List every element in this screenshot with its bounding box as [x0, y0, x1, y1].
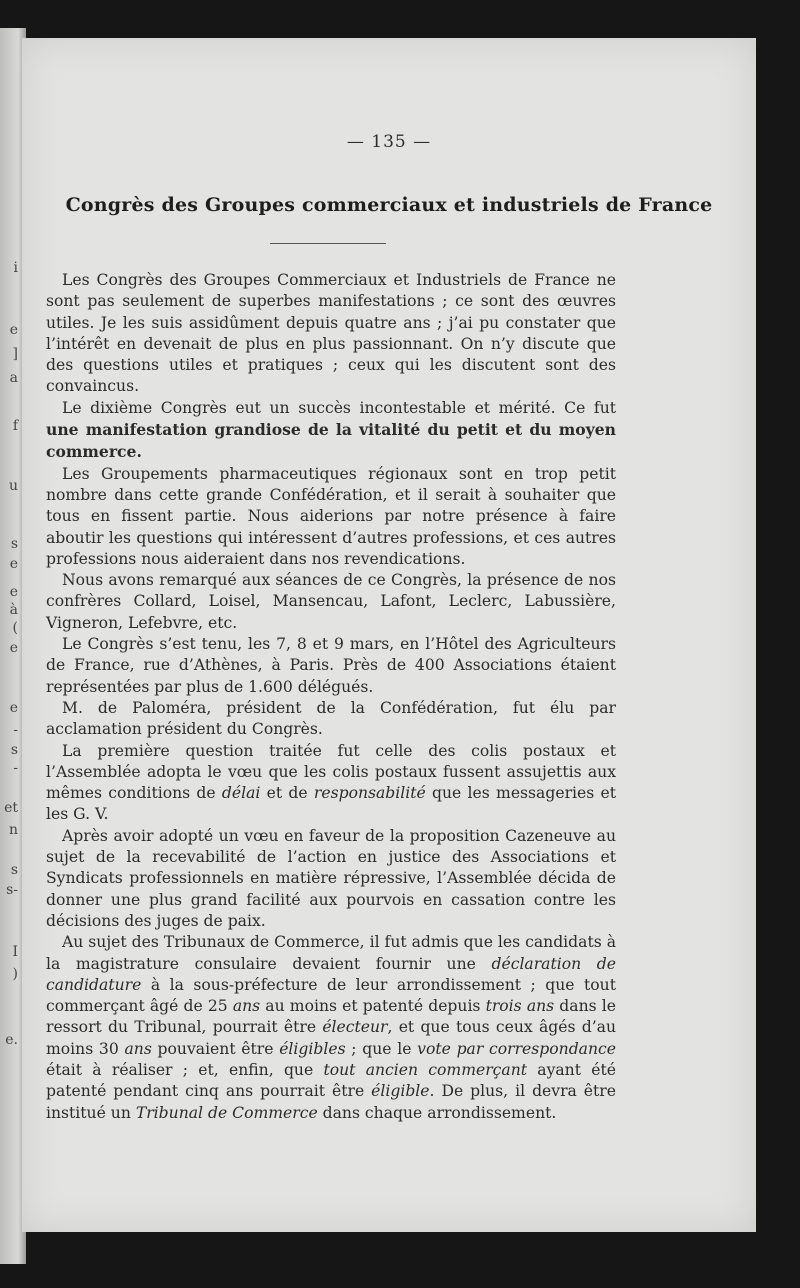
paragraph: [46, 634, 616, 698]
paragraph: [46, 570, 616, 634]
text-run: Après avoir adopté un vœu en faveur de la proposition Cazeneuve au sujet de la recevabilité de l’action en justice des Associations et Syndicats professionnels en matière répressive, l’Assemblée décida de donner une plus grand facilité aux pourvois en cassation contre les décisions des juges de paix.: [46, 826, 616, 930]
text-run: tout ancien commerçant: [323, 1060, 528, 1079]
text-run: et de: [260, 784, 314, 803]
paragraph: [46, 398, 616, 464]
adjacent-page-fragments: [0, 28, 22, 1264]
text-run: La première question traitée fut celle des colis postaux et l’Assemblée adopta le vœu que les colis postaux fussent assujettis aux mêmes conditions de: [46, 741, 616, 803]
margin-fragment: s: [10, 536, 18, 552]
margin-fragment: ): [12, 966, 18, 982]
text-run: , et que tous ceux âgés d’au moins 30: [46, 1018, 617, 1058]
margin-fragment: e: [9, 556, 18, 572]
text-run: pouvaient être: [151, 1039, 280, 1058]
margin-fragment: i: [13, 260, 18, 276]
margin-fragment: a: [9, 370, 18, 386]
paragraph: [46, 270, 616, 398]
margin-fragment: e.: [5, 1032, 18, 1048]
margin-fragment: -: [13, 760, 18, 776]
text-run: déclaration de candidature: [46, 954, 616, 994]
paragraph: [46, 932, 616, 1124]
text-run: Au sujet des Tribunaux de Commerce, il fut admis que les candidats à la magistrature consulaire devaient fournir une: [46, 933, 616, 973]
text-run: éligible: [371, 1082, 430, 1101]
page-number: — 135 —: [346, 132, 432, 152]
text-run: au moins et patenté depuis: [260, 997, 486, 1016]
margin-fragment: I: [12, 944, 18, 960]
text-run: M. de Paloméra, président de la Confédération, fut élu par acclamation président du Congrès.: [46, 698, 616, 739]
margin-fragment: à: [9, 602, 18, 618]
text-run: à la sous-préfecture de leur arrondissement ; que tout commerçant âgé de 25: [46, 975, 616, 1016]
margin-fragment: s: [10, 742, 18, 758]
document-page: [22, 38, 756, 1232]
article-title: Congrès des Groupes commerciaux et industriels de France: [65, 194, 713, 216]
text-run: . De plus, il devra être institué un: [46, 1082, 616, 1122]
text-run: ; que le: [345, 1039, 418, 1058]
text-run: Nous avons remarqué aux séances de ce Congrès, la présence de nos confrères Collard, Loisel, Mansencau, Lafont, Leclerc, Labussière, Vigneron, Lefebvre, etc.: [46, 571, 616, 632]
text-run: Les Groupements pharmaceutiques régionaux sont en trop petit nombre dans cette grande Confédération, et il serait à souhaiter que tous en fissent partie. Nous aiderions par notre présence à faire aboutir les questions qui intéressent d’autres professions, et ces autres professions nous aideraient dans nos revendications.: [46, 464, 616, 568]
title-divider: [270, 243, 386, 244]
margin-fragment: (: [12, 620, 18, 636]
margin-fragment: u: [8, 478, 18, 494]
text-run: électeur: [322, 1018, 388, 1037]
paragraph: [46, 741, 616, 826]
text-run: Le dixième Congrès eut un succès incontestable et mérité. Ce fut: [62, 398, 616, 417]
text-run: ans: [124, 1039, 152, 1058]
margin-fragment: f: [12, 418, 18, 434]
text-run: vote par correspondance: [417, 1039, 616, 1058]
margin-fragment: e: [9, 640, 18, 656]
text-run: Le Congrès s’est tenu, les 7, 8 et 9 mars, en l’Hôtel des Agriculteurs de France, rue d’Athènes, à Paris. Près de 400 Associations étaient représentées par plus de 1.600 délégués.: [46, 635, 616, 696]
margin-fragment: e: [9, 584, 18, 600]
article-body: [46, 270, 616, 1124]
text-run: dans chaque arrondissement.: [317, 1103, 557, 1122]
paragraph: [46, 698, 616, 741]
margin-fragment: ]: [12, 346, 18, 362]
text-run: trois ans: [485, 997, 555, 1016]
margin-fragment: s: [10, 862, 18, 878]
text-run: dans le ressort du Tribunal, pourrait être: [46, 997, 616, 1037]
paragraph: [46, 464, 616, 570]
margin-fragment: et: [4, 800, 18, 816]
text-run: une manifestation grandiose de la vitalité du petit et du moyen commerce.: [46, 420, 616, 462]
margin-fragment: e: [9, 700, 18, 716]
margin-fragment: n: [8, 822, 18, 838]
text-run: était à réaliser ; et, enfin, que: [46, 1060, 324, 1079]
text-run: éligibles: [279, 1039, 346, 1058]
text-run: délai: [221, 784, 261, 803]
margin-fragment: -: [13, 722, 18, 738]
text-run: ayant été patenté pendant cinq ans pourrait être: [46, 1060, 616, 1101]
margin-fragment: e: [9, 322, 18, 338]
text-run: que les messageries et les G. V.: [46, 784, 617, 824]
text-run: responsabilité: [313, 784, 426, 803]
text-run: Les Congrès des Groupes Commerciaux et Industriels de France ne sont pas seulement de superbes manifestations ; ce sont des œuvres utiles. Je les suis assidûment depuis quatre ans ; j’ai pu constater que l’intérêt en devenait de plus en plus passionnant. On n’y discute que des questions utiles et pratiques ; ceux qui les discutent sont des convaincus.: [46, 271, 616, 396]
text-run: ans: [232, 997, 261, 1016]
paragraph: [46, 826, 616, 932]
text-run: Tribunal de Commerce: [135, 1103, 318, 1122]
margin-fragment: s-: [6, 882, 18, 898]
